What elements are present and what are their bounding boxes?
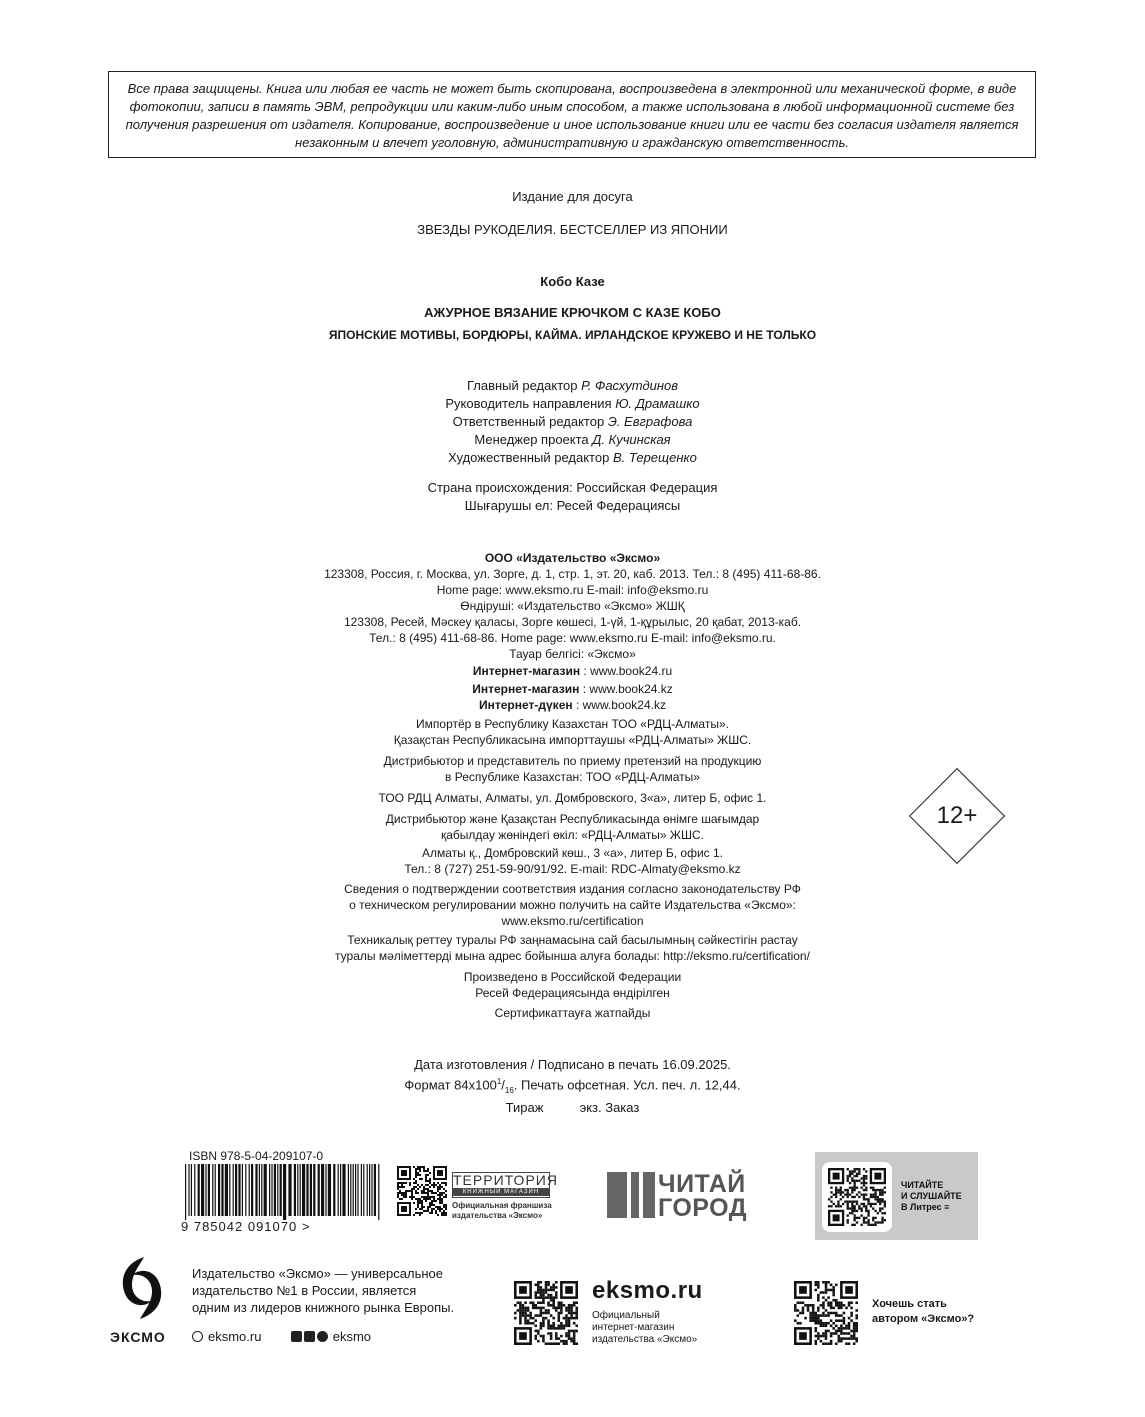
vk-icon[interactable] <box>291 1331 302 1342</box>
book-subtitle: ЯПОНСКИЕ МОТИВЫ, БОРДЮРЫ, КАЙМА. ИРЛАНДСКОЕ КРУЖЕВО И НЕ ТОЛЬКО <box>328 328 817 342</box>
no-certification: Сертификаттауға жатпайды <box>494 1006 651 1020</box>
age-rating-label: 12+ <box>936 802 978 829</box>
litres-qr-code[interactable] <box>828 1168 886 1226</box>
series-name: ЗВЕЗДЫ РУКОДЕЛИЯ. БЕСТСЕЛЛЕР ИЗ ЯПОНИИ <box>417 222 728 237</box>
certification-ru <box>0 881 1145 929</box>
distributor-kz-line: қабылдау жөніндегі өкіл: «РДЦ-Алматы» ЖШС. <box>441 828 704 842</box>
barcode-image <box>185 1164 381 1220</box>
shops <box>0 663 1145 713</box>
distributor-kz-address-line: Тел.: 8 (727) 251-59-90/91/92. E-mail: RDC-Almaty@eksmo.kz <box>404 862 741 876</box>
certification-line: www.eksmo.ru/certification <box>501 914 644 928</box>
staff-item: Главный редактор Р. Фасхутдинов <box>466 378 679 393</box>
importer-line: Қазақстан Республикасына импорттаушы «РДЦ-Алматы» ЖШС. <box>393 733 752 747</box>
chitai-gorod-logo-icon <box>607 1172 655 1218</box>
territory-qr-code[interactable] <box>397 1166 447 1216</box>
territory-title: ТЕРРИТОРИЯ <box>453 1172 558 1188</box>
staff-item: Руководитель направления Ю. Драмашко <box>445 396 700 411</box>
certification-kz-line: Техникалық реттеу туралы РФ заңнамасына сай басылымның сәйкестігін растау <box>347 933 798 947</box>
print-info <box>0 1056 1145 1116</box>
eksmo-site[interactable]: eksmo.ru <box>592 1277 703 1304</box>
origin <box>0 479 1145 515</box>
publisher-kz-line: 123308, Ресей, Мәскеу қаласы, Зорге көшесі, 1-үй, 1-құрылыс, 20 қабат, 2013-каб. <box>343 615 802 629</box>
territory-logo <box>452 1172 558 1198</box>
print-date: Дата изготовления / Подписано в печать 16.09.2025. <box>414 1057 731 1072</box>
certification-line: о техническом регулировании можно получить на сайте Издательства «Эксмо»: <box>349 898 796 912</box>
globe-icon <box>192 1331 203 1342</box>
territory-note: Официальная франшиза издательства «Эксмо» <box>452 1201 552 1220</box>
author-qr-code[interactable] <box>794 1281 858 1345</box>
become-author-question[interactable]: Хочешь стать автором «Эксмо»? <box>872 1298 975 1325</box>
print-format: Формат $84x100^1/_{16}$. Печать офсетная. Усл. печ. л. 12,44. <box>404 1077 741 1095</box>
certification-line: Сведения о подтверждении соответствия издания согласно законодательству РФ <box>344 882 801 896</box>
chitai-gorod-logo-text: ЧИТАЙ ГОРОД <box>658 1170 748 1222</box>
age-rating <box>909 768 1005 864</box>
made-in-line: Произведено в Российской Федерации <box>463 970 682 984</box>
print-circulation: Тираж экз. Заказ <box>505 1099 640 1115</box>
book-title: АЖУРНОЕ ВЯЗАНИЕ КРЮЧКОМ С КАЗЕ КОБО <box>424 305 721 320</box>
staff-item: Художественный редактор В. Терещенко <box>448 450 697 465</box>
certification-kz-line: туралы мәліметтерді мына адрес бойынша алуға болады: http://eksmo.ru/certification/ <box>335 949 810 963</box>
edition-type: Издание для досуга <box>512 189 633 204</box>
staff-item: Ответственный редактор Э. Евграфова <box>452 414 693 429</box>
distributor-kz-line: Дистрибьютор және Қазақстан Республикасында өнімге шағымдар <box>385 812 760 826</box>
eksmo-description: Издательство «Эксмо» — универсальное издательство №1 в России, является одним из лидеров книжного рынка Европы. <box>192 1266 455 1315</box>
shop-line: Интернет-магазин : www.book24.ru <box>472 664 673 678</box>
telegram-icon[interactable] <box>317 1331 328 1342</box>
publisher-name: ООО «Издательство «Эксмо» <box>484 551 661 565</box>
territory-subtitle: КНИЖНЫЙ МАГАЗИН <box>453 1188 549 1196</box>
distributor-kz-address-line: Алматы қ., Домбровский көш., 3 «а», литер Б, офис 1. <box>421 846 723 860</box>
made-in-line: Ресей Федерациясында өндірілген <box>475 986 670 1000</box>
eksmo-social-link[interactable]: eksmo <box>332 1329 372 1344</box>
eksmo-links <box>192 1329 371 1345</box>
shop-line: Интернет-дүкен : www.book24.kz <box>479 698 666 712</box>
rights-notice: Все права защищены. Книга или любая ее часть не может быть скопирована, воспроизведена в электронной или механической форме, в виде фотокопии, записи в память ЭВМ, репродукции или каким-либо иным способом, а также использована в любой информационной системе без получения разрешения от издателя. Копирование, воспроизведение и иное использование книги или ее части без согласия издателя является незаконным и влечет уголовную, административную и гражданскую ответственность. <box>108 71 1036 158</box>
staff-list <box>0 377 1145 467</box>
distributor-address: ТОО РДЦ Алматы, Алматы, ул. Домбровского, 3«а», литер Б, офис 1. <box>378 791 767 805</box>
publisher-address: 123308, Россия, г. Москва, ул. Зорге, д. 1, стр. 1, эт. 20, каб. 2013. Тел.: 8 (495) 411-68-86. <box>324 567 821 581</box>
distributor-line: в Республике Казахстан: ТОО «РДЦ-Алматы» <box>445 770 700 784</box>
barcode-digits: 9 785042 091070 > <box>181 1219 311 1234</box>
ok-icon[interactable] <box>304 1331 315 1342</box>
importer <box>0 716 1145 748</box>
isbn: ISBN 978-5-04-209107-0 <box>189 1149 324 1163</box>
made-in <box>0 969 1145 1001</box>
publisher-block <box>0 550 1145 662</box>
distributor-line: Дистрибьютор и представитель по приему претензий на продукцию <box>383 754 762 768</box>
publisher-web: Home page: www.eksmo.ru E-mail: info@eksmo.ru <box>436 583 709 597</box>
publisher-kz-line: Өндіруші: «Издательство «Эксмо» ЖШҚ <box>460 599 685 613</box>
certification-kz <box>0 932 1145 964</box>
litres-text: ЧИТАЙТЕ И СЛУШАЙТЕ В Литрес ≡ <box>901 1180 962 1212</box>
eksmo-wordmark: ЭКСМО <box>110 1329 166 1345</box>
eksmo-site-link[interactable]: eksmo.ru <box>208 1329 262 1344</box>
origin-line: Шығарушы ел: Ресей Федерациясы <box>464 498 681 513</box>
eksmo-site-description: Официальный интернет-магазин издательства «Эксмо» <box>592 1310 698 1345</box>
origin-line: Страна происхождения: Российская Федерация <box>427 480 718 495</box>
eksmo-logo-icon <box>118 1255 166 1321</box>
author-name: Кобо Казе <box>540 274 605 289</box>
eksmo-site-qr-code[interactable] <box>514 1281 578 1345</box>
shop-line: Интернет-магазин : www.book24.kz <box>472 682 673 696</box>
staff-item: Менеджер проекта Д. Кучинская <box>474 432 671 447</box>
publisher-kz-line: Тауар белгісі: «Эксмо» <box>509 647 636 661</box>
importer-line: Импортёр в Республику Казахстан ТОО «РДЦ-Алматы». <box>416 717 729 731</box>
publisher-kz-line: Тел.: 8 (495) 411-68-86. Home page: www.eksmo.ru E-mail: info@eksmo.ru. <box>369 631 776 645</box>
